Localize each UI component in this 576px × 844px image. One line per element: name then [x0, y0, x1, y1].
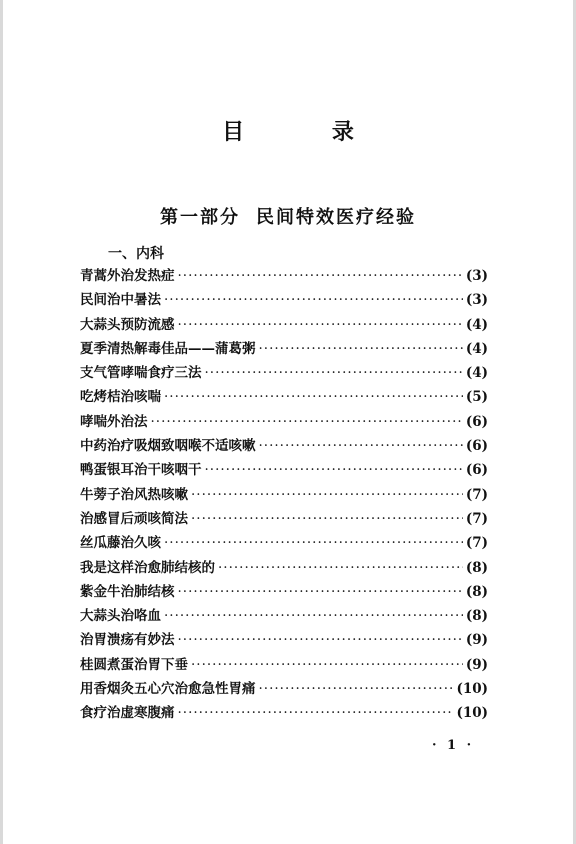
dot-leader — [259, 681, 454, 697]
dot-leader — [178, 268, 463, 284]
dot-leader — [178, 584, 463, 600]
toc-entry — [80, 410, 488, 434]
toc-entry-page: (8) — [465, 583, 488, 600]
dot-leader — [164, 535, 463, 551]
toc-entry-page: (5) — [465, 389, 488, 406]
toc-entry-page: (6) — [465, 438, 488, 455]
table-of-contents — [80, 264, 488, 726]
toc-entry-title: 青蒿外治发热症 — [80, 268, 175, 284]
toc-entry-page: (8) — [465, 608, 488, 625]
toc-entry-page: (8) — [465, 559, 488, 576]
dot-leader — [218, 560, 463, 576]
toc-entry — [80, 701, 488, 725]
dot-leader — [205, 462, 463, 478]
part-number: 第一部分 — [160, 207, 240, 228]
toc-entry — [80, 337, 488, 361]
toc-entry — [80, 604, 488, 628]
toc-entry-title: 食疗治虚寒腹痛 — [80, 705, 175, 722]
dot-leader — [191, 657, 463, 673]
dot-leader — [259, 341, 463, 357]
toc-entry-title: 哮喘外治法 — [80, 413, 148, 430]
toc-entry-page: (10) — [456, 681, 488, 698]
toc-entry-title: 鸭蛋银耳治干咳咽干 — [80, 462, 202, 479]
section-title: 一、内科 — [108, 246, 164, 262]
toc-entry — [80, 531, 488, 555]
toc-entry-title: 牛蒡子治风热咳嗽 — [80, 486, 188, 503]
toc-entry — [80, 677, 488, 701]
dot-leader — [191, 511, 463, 527]
toc-entry — [80, 556, 488, 580]
toc-entry-page: (4) — [465, 316, 488, 333]
toc-entry-title: 民间治中暑法 — [80, 292, 161, 309]
toc-entry-title: 治胃溃疡有妙法 — [80, 632, 175, 649]
dot-leader — [164, 608, 463, 624]
page-number: · 1 · — [432, 738, 475, 753]
toc-entry-page: (9) — [465, 656, 488, 673]
toc-entry-page: (4) — [465, 340, 488, 357]
part-title — [0, 203, 576, 229]
toc-entry — [80, 434, 488, 458]
dot-leader — [178, 632, 463, 648]
dot-leader — [205, 365, 463, 381]
toc-entry-title: 紫金牛治肺结核 — [80, 583, 175, 600]
toc-entry-page: (3) — [465, 292, 488, 309]
toc-entry-page: (7) — [465, 535, 488, 552]
toc-entry — [80, 507, 488, 531]
dot-leader — [164, 292, 463, 308]
toc-entry — [80, 483, 488, 507]
toc-entry-title: 大蒜头治咯血 — [80, 608, 161, 625]
toc-entry — [80, 288, 488, 312]
toc-entry-title: 中药治疗吸烟致咽喉不适咳嗽 — [80, 438, 256, 455]
toc-entry-title: 大蒜头预防流感 — [80, 316, 175, 333]
dot-leader — [178, 705, 454, 721]
toc-entry-title: 丝瓜藤治久咳 — [80, 535, 161, 552]
toc-entry-page: (7) — [465, 510, 488, 527]
toc-entry-title: 用香烟灸五心穴治愈急性胃痛 — [80, 681, 256, 698]
toc-entry-page: (7) — [465, 486, 488, 503]
dot-leader — [164, 389, 463, 405]
toc-entry-title: 我是这样治愈肺结核的 — [80, 559, 215, 576]
toc-entry-page: (10) — [456, 705, 488, 722]
toc-entry-page: (3) — [465, 268, 488, 284]
toc-entry-page: (6) — [465, 462, 488, 479]
page-title: 目 录 — [222, 120, 394, 145]
dot-leader — [178, 317, 463, 333]
toc-entry-title: 治感冒后顽咳简法 — [80, 510, 188, 527]
toc-entry-title: 夏季清热解毒佳品——蒲葛粥 — [80, 340, 256, 357]
toc-entry — [80, 264, 488, 288]
toc-entry-title: 支气管哮喘食疗三法 — [80, 365, 202, 382]
toc-entry — [80, 385, 488, 409]
toc-entry — [80, 580, 488, 604]
toc-entry-page: (6) — [465, 413, 488, 430]
toc-entry-page: (4) — [465, 365, 488, 382]
toc-entry — [80, 458, 488, 482]
part-name: 民间特效医疗经验 — [256, 207, 416, 228]
toc-entry-title: 桂圆煮蛋治胃下垂 — [80, 656, 188, 673]
toc-entry-page: (9) — [465, 632, 488, 649]
toc-entry — [80, 313, 488, 337]
toc-entry — [80, 361, 488, 385]
dot-leader — [259, 438, 463, 454]
dot-leader — [191, 487, 463, 503]
toc-entry-title: 吃烤桔治咳喘 — [80, 389, 161, 406]
toc-entry — [80, 653, 488, 677]
dot-leader — [151, 414, 463, 430]
toc-entry — [80, 628, 488, 652]
